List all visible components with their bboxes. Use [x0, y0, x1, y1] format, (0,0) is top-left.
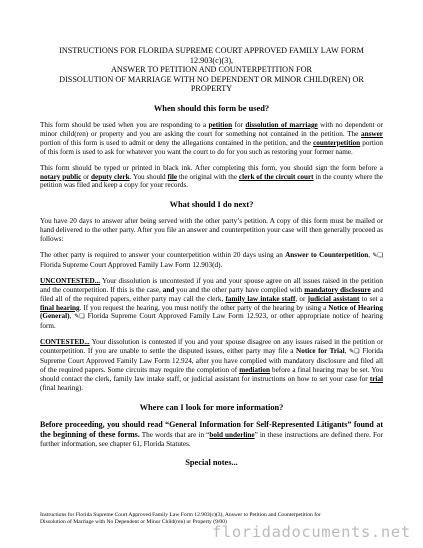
paragraph-next-1: You have 20 days to answer after being served with the other party’s petition. A copy of this form must be mailed or hand delivered to the other party. After you file an answer and counterpetition your case will then generally proceed as follows: [40, 217, 383, 244]
label-uncontested: UNCONTESTED... [40, 276, 101, 285]
term-final-hearing: final hearing [40, 303, 80, 312]
form-title [40, 46, 383, 94]
term-notice-for-trial: Notice for Trial [296, 347, 345, 356]
form-icon: ✎❏ [348, 348, 360, 356]
term-judicial-assistant: judicial assistant [307, 294, 360, 303]
label-contested: CONTESTED... [40, 338, 90, 347]
paragraph-uncontested: UNCONTESTED... Your dissolution is uncontested if you and your spouse agree on all issues raised in the petition and the counterpetition. If this is the case, and you and the other party have complied with mandatory disclosure and filed all of the required papers, either party may call the clerk, family law intake staff, or judicial assistant to set a final hearing. If you request the hearing, you must notify the other party of the hearing by using a Notice of Hearing (General), ✎❏ Florida Supreme Court Approved Family Law Form 12.923, or other appropriate notice of hearing form. [40, 276, 384, 331]
title-line: INSTRUCTIONS FOR FLORIDA SUPREME COURT APPROVED FAMILY LAW FORM [59, 46, 364, 55]
heading-next: What should I do next? [169, 200, 254, 210]
term-file: file [167, 172, 178, 181]
term-mediation: mediation [239, 366, 270, 374]
paragraph-when-2: This form should be typed or printed in black ink. After completing this form, you should sign the form before a notary public or deputy clerk. You should file the original with the clerk of the circuit court in the county where the petition was filed and keep a copy for your records. [40, 163, 383, 190]
term-deputy-clerk: deputy clerk [91, 172, 130, 181]
heading-info: Where can I look for more information? [139, 402, 284, 412]
term-dissolution-of-marriage: dissolution of marriage [245, 120, 318, 129]
term-counterpetition: counterpetition [313, 138, 361, 147]
title-line: PROPERTY [190, 84, 233, 94]
paragraph-info: Before proceeding, you should read “General Information for Self-Represented Litigants” found at the beginning of these forms. The words that are in “bold underline” in these instructions are defined there. For further information, see chapter 61, Florida Statutes. [40, 419, 383, 448]
heading-notes: Special notes... [185, 458, 238, 468]
term-answer-to-counterpetition: Answer to Counterpetition [285, 251, 369, 260]
term-notary-public: notary public [40, 172, 82, 181]
paragraph-when-1: This form should be used when you are responding to a petition for dissolution of marriage with no dependent or minor child(ren) or property and you are asking the court for something not contained in the petition. The answer portion of this form is used to admit or deny the allegations contained in the petition, and the counterpetition portion of this form is used to ask for whatever you want the court to do for you such as restoring your former name. [40, 120, 384, 156]
term-notice-of-hearing: Notice of Hearing (General) [40, 303, 383, 321]
paragraph-next-2: The other party is required to answer your counterpetition within 20 days using an Answer to Counterpetition, ✎❏ Florida Supreme Court Approved Family Law Form 12.903(d). [40, 251, 384, 269]
title-line: 12.903(c)(3), [189, 55, 234, 65]
term-mandatory-disclosure: mandatory disclosure [304, 285, 371, 294]
term-petition: petition [208, 120, 233, 129]
title-line: ANSWER TO PETITION AND COUNTERPETITION FOR [111, 65, 312, 75]
footer-line: Dissolution of Marriage with No Dependent or Minor Child(ren) or Property (9/00) [40, 518, 227, 525]
term-answer: answer [361, 129, 383, 138]
term-clerk-of-circuit-court: clerk of the circuit court [238, 172, 314, 181]
footer-line: Instructions for Florida Supreme Court Approved Family Law Form 12.903(c)(3), Answer to Petition and Counterpetition for [40, 512, 321, 518]
watermark: floridadocuments.net [212, 523, 411, 541]
heading-when: When should this form be used? [153, 103, 270, 113]
term-family-law-intake-staff: family law intake staff [225, 294, 296, 303]
form-icon: ✎❏ [372, 252, 384, 260]
read-general-info: Before proceeding, you should read “General Information for Self-Represented Litigants” found at the beginning of these forms. [40, 419, 383, 439]
term-trial: trial [369, 374, 383, 383]
paragraph-contested: CONTESTED... Your dissolution is contested if you and your spouse disagree on any issues raised in the petition or counterpetition. If you are unable to settle the disputed issues, either party may file a Notice for Trial, ✎❏ Florida Supreme Court Approved Family Law Form 12.924, after you have complied with mandatory disclosure and filed all of the required papers. Some circuits may require the completion of mediation before a final hearing may be set. You should contact the clerk, family law intake staff, or judicial assistant for instructions on how to set your case for trial (final hearing). [40, 338, 384, 392]
title-line: DISSOLUTION OF MARRIAGE WITH NO DEPENDENT OR MINOR CHILD(REN) OR [59, 74, 364, 84]
term-bold-underline: bold underline [209, 430, 255, 439]
form-icon: ✎❏ [74, 313, 85, 321]
